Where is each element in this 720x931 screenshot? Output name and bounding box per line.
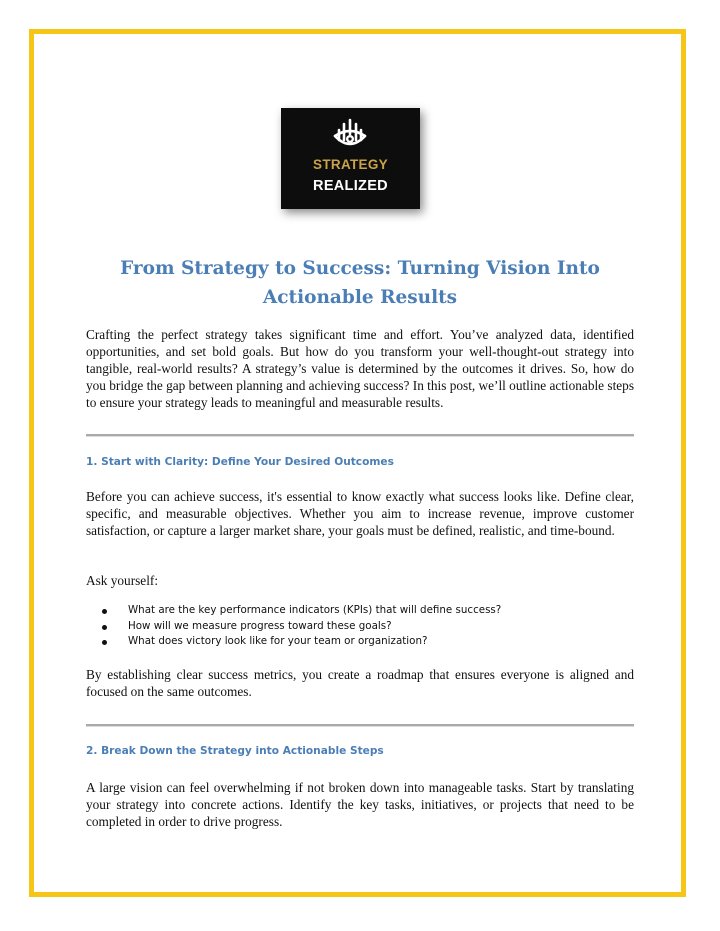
title-line-2: Actionable Results	[262, 287, 458, 308]
logo-mark-icon	[330, 118, 370, 154]
section-1-closing-paragraph: By establishing clear success metrics, you create a roadmap that ensures everyone is aligned and focused on the same outcomes.	[86, 667, 634, 699]
section-2-paragraph: A large vision can feel overwhelming if not broken down into manageable tasks. Start by translating your strategy into concrete actions. Identify the key tasks, initiatives, or projects that need to be completed in order to drive progress.	[86, 780, 634, 829]
title-line-1: From Strategy to Success: Turning Vision Into	[120, 258, 600, 279]
intro-paragraph: Crafting the perfect strategy takes significant time and effort. You’ve analyzed data, identified opportunities, and set bold goals. But how do you transform your well-thought-out strategy into tangible, real-world results? A strategy’s value is determined by the outcomes it drives. So, how do you bridge the gap between planning and achieving success? In this post, we’ll outline actionable steps to ensure your strategy leads to meaningful and measurable results.	[86, 327, 634, 410]
list-item: What does victory look like for your team or organization?	[102, 634, 501, 650]
question-list	[102, 603, 501, 650]
divider	[86, 724, 634, 727]
divider	[86, 434, 634, 437]
strategy-realized-logo	[281, 108, 420, 209]
section-1-paragraph: Before you can achieve success, it's essential to know exactly what success looks like. Define clear, specific, and measurable objectives. Whether you aim to increase revenue, improve customer satisfaction, or capture a larger market share, your goals must be defined, realistic, and time-bound.	[86, 489, 634, 538]
section-1-heading: 1. Start with Clarity: Define Your Desired Outcomes	[86, 456, 394, 468]
ask-yourself-label: Ask yourself:	[86, 573, 159, 588]
logo-text-strategy: STRATEGY	[313, 157, 388, 172]
logo-text-realized: REALIZED	[313, 178, 388, 194]
list-item: What are the key performance indicators (KPIs) that will define success?	[102, 603, 501, 619]
section-2-heading: 2. Break Down the Strategy into Actionable Steps	[86, 745, 384, 757]
page-title	[86, 254, 634, 312]
list-item: How will we measure progress toward these goals?	[102, 619, 501, 635]
